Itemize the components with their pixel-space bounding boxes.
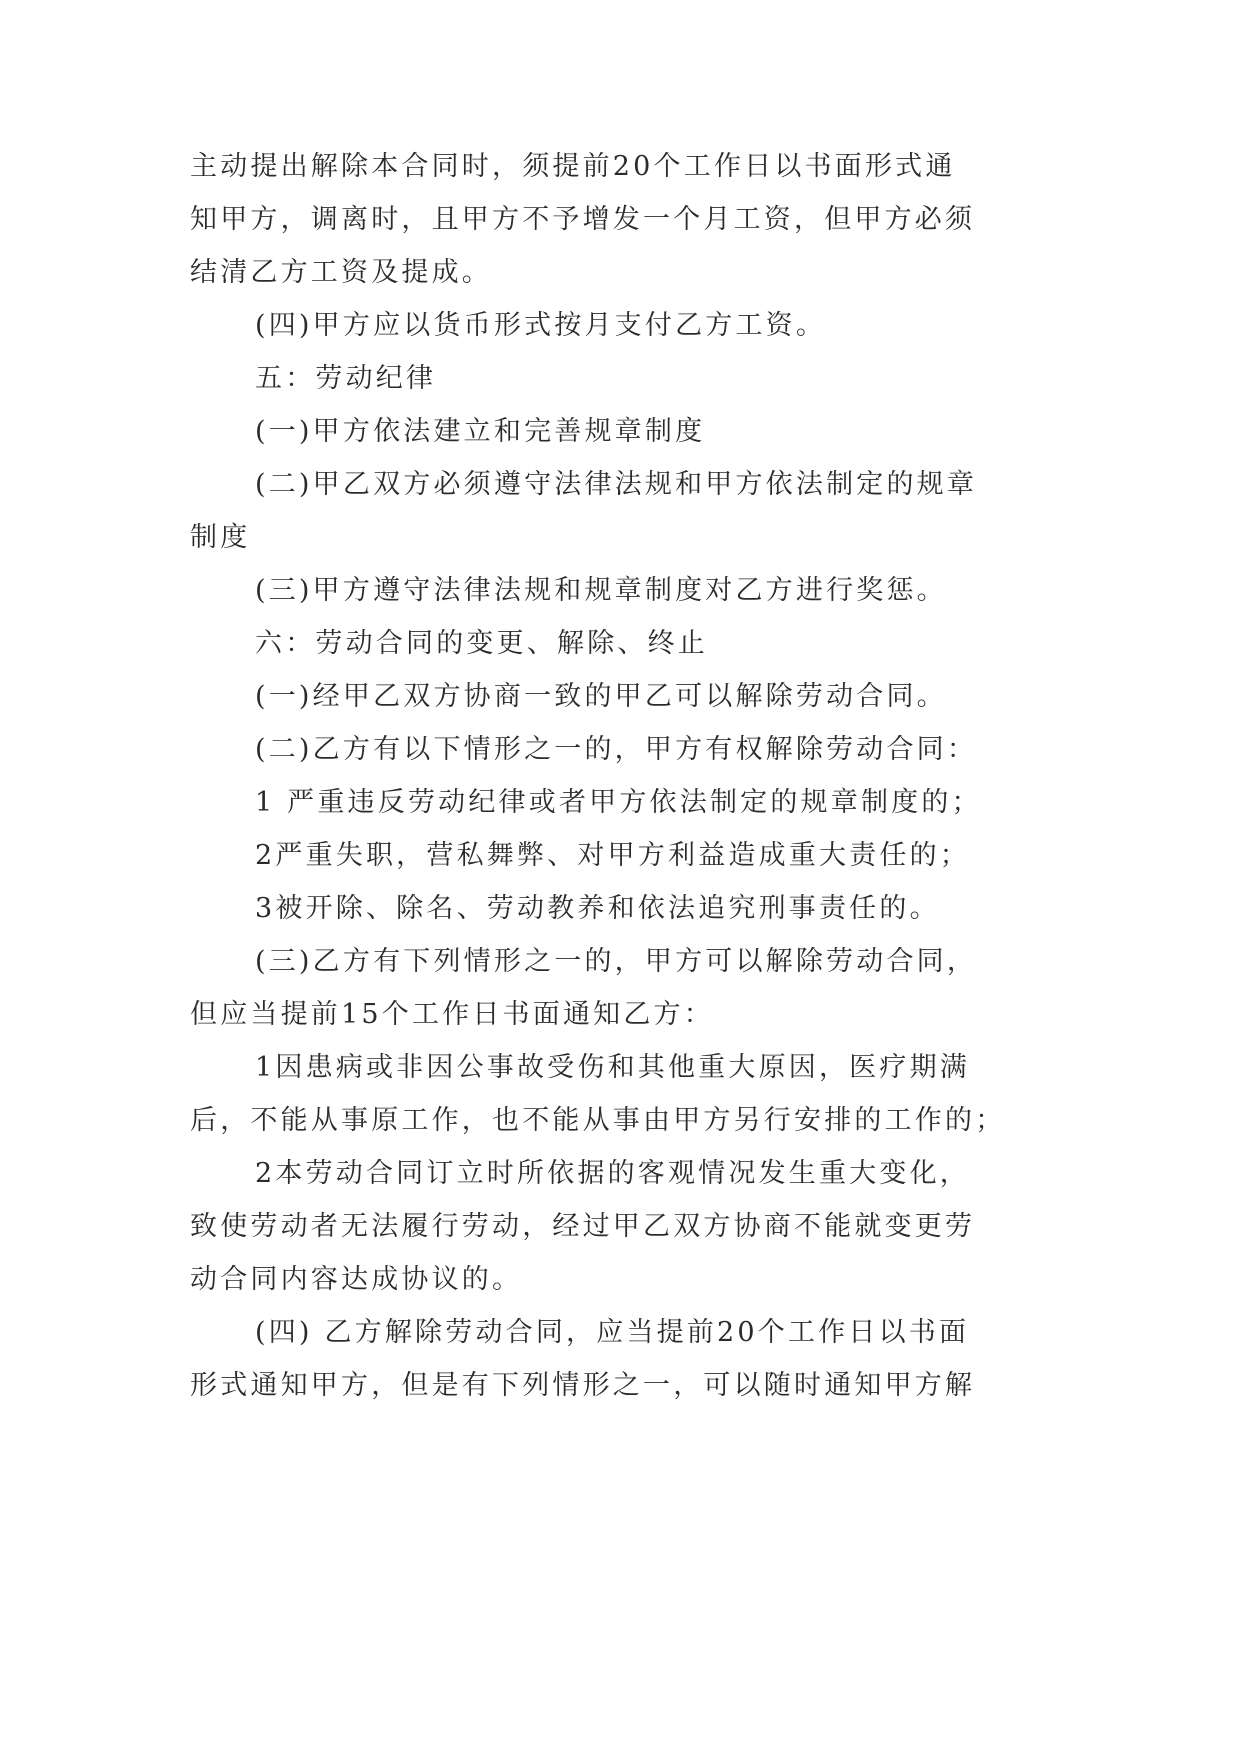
text-line: (三)乙方有下列情形之一的，甲方可以解除劳动合同，	[255, 946, 978, 977]
text-line: 1因患病或非因公事故受伤和其他重大原因，医疗期满	[255, 1052, 970, 1083]
text-line: 结清乙方工资及提成。	[190, 257, 492, 288]
text-line: (二)甲乙双方必须遵守法律法规和甲方依法制定的规章	[255, 469, 978, 500]
text-line: 3被开除、除名、劳动教养和依法追究刑事责任的。	[255, 893, 940, 924]
text-line: 形式通知甲方，但是有下列情形之一，可以随时通知甲方解	[190, 1370, 976, 1401]
text-line: 2本劳动合同订立时所依据的客观情况发生重大变化，	[255, 1158, 970, 1189]
text-line: 1 严重违反劳动纪律或者甲方依法制定的规章制度的；	[255, 787, 982, 818]
text-line: 致使劳动者无法履行劳动，经过甲乙双方协商不能就变更劳	[190, 1211, 976, 1242]
text-line: 动合同内容达成协议的。	[190, 1264, 523, 1295]
text-line: 后，不能从事原工作，也不能从事由甲方另行安排的工作的；	[190, 1105, 1006, 1136]
text-line: 但应当提前15个工作日书面通知乙方：	[190, 999, 714, 1030]
section-heading: 六：劳动合同的变更、解除、终止	[255, 628, 708, 659]
text-line: (四)甲方应以货币形式按月支付乙方工资。	[255, 310, 827, 341]
text-line: 知甲方，调离时，且甲方不予增发一个月工资，但甲方必须	[190, 204, 976, 235]
text-line: 制度	[190, 522, 251, 553]
text-line: (三)甲方遵守法律法规和规章制度对乙方进行奖惩。	[255, 575, 947, 606]
text-line: (四) 乙方解除劳动合同，应当提前20个工作日以书面	[255, 1317, 970, 1348]
text-line: (一)甲方依法建立和完善规章制度	[255, 416, 706, 447]
section-heading: 五：劳动纪律	[255, 363, 437, 394]
text-line: 主动提出解除本合同时，须提前20个工作日以书面形式通	[190, 151, 956, 182]
text-line: (二)乙方有以下情形之一的，甲方有权解除劳动合同：	[255, 734, 978, 765]
text-line: (一)经甲乙双方协商一致的甲乙可以解除劳动合同。	[255, 681, 947, 712]
text-line: 2严重失职，营私舞弊、对甲方利益造成重大责任的；	[255, 840, 970, 871]
